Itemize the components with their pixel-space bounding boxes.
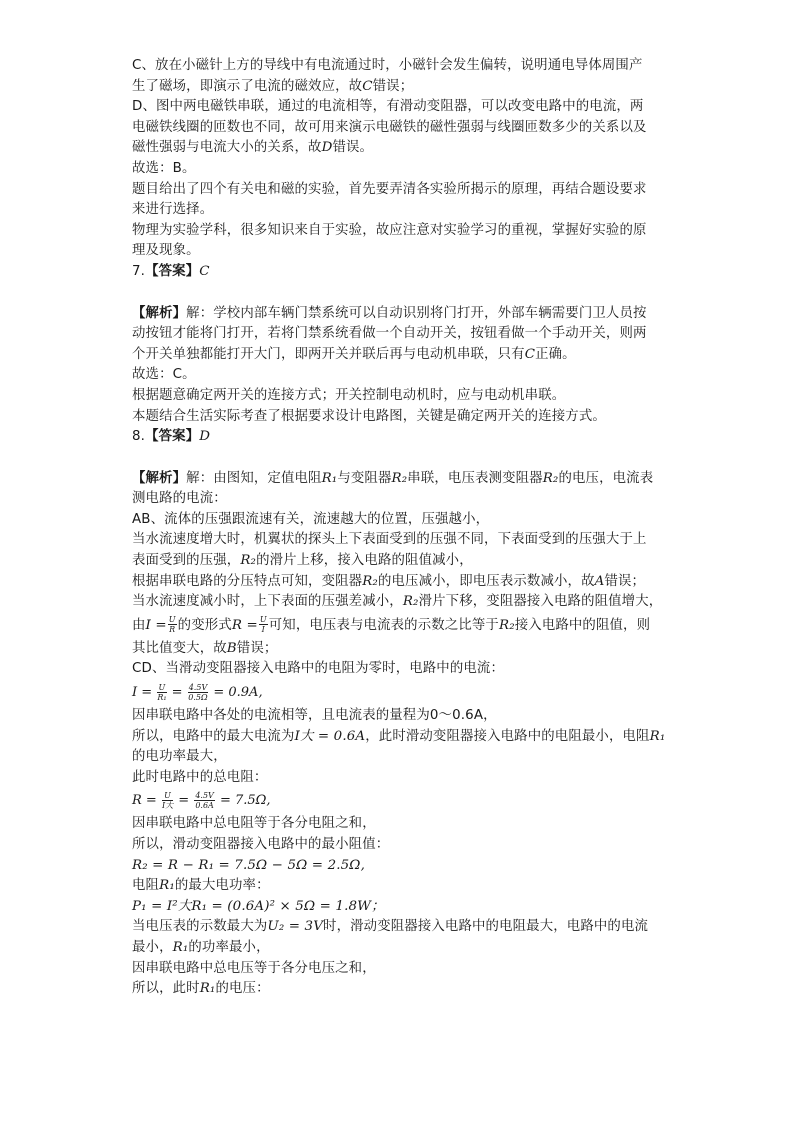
text-line: 所以，滑动变阻器接入电路中的最小阻值： (132, 837, 390, 852)
text-line: 电阻R₁的最大电功率： (132, 878, 270, 894)
text-line: 测电路的电流： (132, 491, 227, 507)
text-line: 电磁铁线圈的匝数也不同，故可用来演示电磁铁的磁性强弱与线圈匝数多少的关系以及 (132, 119, 647, 135)
fraction: $\frac{U}{R}$ (168, 615, 176, 635)
equation-resistance: R = $\frac{U}{\text{I大}}$ = $\frac{4.5V}{0.6A}$ = 7.5Ω, (132, 791, 271, 811)
text-line: 题目给出了四个有关电和磁的实验，首先要弄清各实验所揭示的原理，再结合题设要求 (132, 181, 647, 197)
text-line: 最小，R₁的功率最小， (132, 939, 270, 955)
text-line: 表面受到的压强，R₂的滑片上移，接入电路的阻值减小， (132, 553, 473, 569)
text-line: 根据题意确定两开关的连接方式；开关控制电动机时，应与电动机串联。 (132, 387, 566, 403)
q7-analysis: 【解析】解：学校内部车辆门禁系统可以自动识别将门打开，外部车辆需要门卫人员按 (132, 305, 647, 321)
equation-power: P₁ = I²大R₁ = (0.6A)² × 5Ω = 1.8W； (132, 898, 385, 914)
text-line: D、图中两电磁铁串联，通过的电流相等，有滑动变阻器，可以改变电路中的电流，两 (132, 99, 644, 115)
text-line: 来进行选择。 (132, 202, 214, 218)
text-line: 因串联电路中总电阻等于各分电阻之和， (132, 816, 376, 832)
text-line: 个开关单独都能打开大门，即两开关并联后再与电动机串联，只有C正确。 (132, 346, 576, 362)
text-line: 磁性强弱与电流大小的关系，故D错误。 (132, 140, 374, 156)
text-line: 故选：C。 (132, 367, 196, 383)
document-page (132, 56, 672, 1000)
fraction: $\frac{4.5V}{0.5\Omega}$ (188, 683, 208, 703)
q7-answer: 7.【答案】C (132, 263, 210, 279)
text-line: 所以，此时R₁的电压： (132, 981, 270, 997)
fraction: $\frac{U}{I}$ (259, 615, 267, 635)
text-line: 此时电路中的总电阻： (132, 769, 268, 785)
text-line: 当水流速度增大时，机翼状的探头上下表面受到的压强不同，下表面受到的压强大于上 (132, 532, 647, 548)
text-line: 当电压表的示数最大为U₂ = 3V时，滑动变阻器接入电路中的电阻最大，电路中的电流 (132, 919, 649, 935)
text-line: 理及现象。 (132, 243, 200, 259)
text-line: 因串联电路中各处的电流相等，且电流表的量程为0～0.6A， (132, 708, 497, 724)
fraction: $\frac{4.5V}{0.6A}$ (195, 791, 214, 811)
text-line: AB、流体的压强跟流速有关，流速越大的位置，压强越小， (132, 511, 490, 527)
text-line: 所以，电路中的最大电流为I大 = 0.6A，此时滑动变阻器接入电路中的电阻最小，电阻R₁ (132, 728, 666, 744)
text-line: CD、当滑动变阻器接入电路中的电阻为零时，电路中的电流： (132, 661, 505, 677)
text-line: 根据串联电路的分压特点可知，变阻器R₂的电压减小，即电压表示数减小，故A错误； (132, 573, 646, 589)
text-line: 当水流速度减小时，上下表面的压强差减小，R₂滑片下移，变阻器接入电路的阻值增大， (132, 594, 663, 610)
formula-line: 由I = $\frac{U}{R}$ 的变形式R = $\frac{U}{I}$ 可知，电压表与电流表的示数之比等于R₂接入电路中的阻值，则 (132, 615, 651, 635)
q8-analysis: 【解析】解：由图知，定值电阻R₁与变阻器R₂串联，电压表测变阻器R₂的电压，电流表 (132, 470, 654, 486)
equation-current: I = $\frac{U}{\text{R₁}}$ = $\frac{4.5V}{0.5\Omega}$ = 0.9A, (132, 683, 263, 703)
equation-r2: R₂ = R − R₁ = 7.5Ω − 5Ω = 2.5Ω, (132, 857, 365, 873)
text-line: 物理为实验学科，很多知识来自于实验，故应注意对实验学习的重视，掌握好实验的原 (132, 222, 647, 238)
text-line: 故选：B。 (132, 160, 196, 176)
text-line: C、放在小磁针上方的导线中有电流通过时，小磁针会发生偏转，说明通电导体周围产 (132, 58, 643, 73)
text-line: 动按钮才能将门打开，若将门禁系统看做一个自动开关，按钮看做一个手动开关，则两 (132, 326, 647, 342)
text-line: 的电功率最大， (132, 749, 227, 765)
fraction: $\frac{U}{\text{I大}}$ (161, 791, 174, 811)
text-line: 生了磁场，即演示了电流的磁效应，故C错误； (132, 78, 414, 94)
text-line: 本题结合生活实际考查了根据要求设计电路图，关键是确定两开关的连接方式。 (132, 408, 606, 424)
text-line: 因串联电路中总电压等于各分电压之和， (132, 960, 376, 976)
fraction: $\frac{U}{\text{R₁}}$ (157, 683, 167, 703)
text-line: 其比值变大，故B错误； (132, 640, 278, 656)
q8-answer: 8.【答案】D (132, 429, 211, 445)
